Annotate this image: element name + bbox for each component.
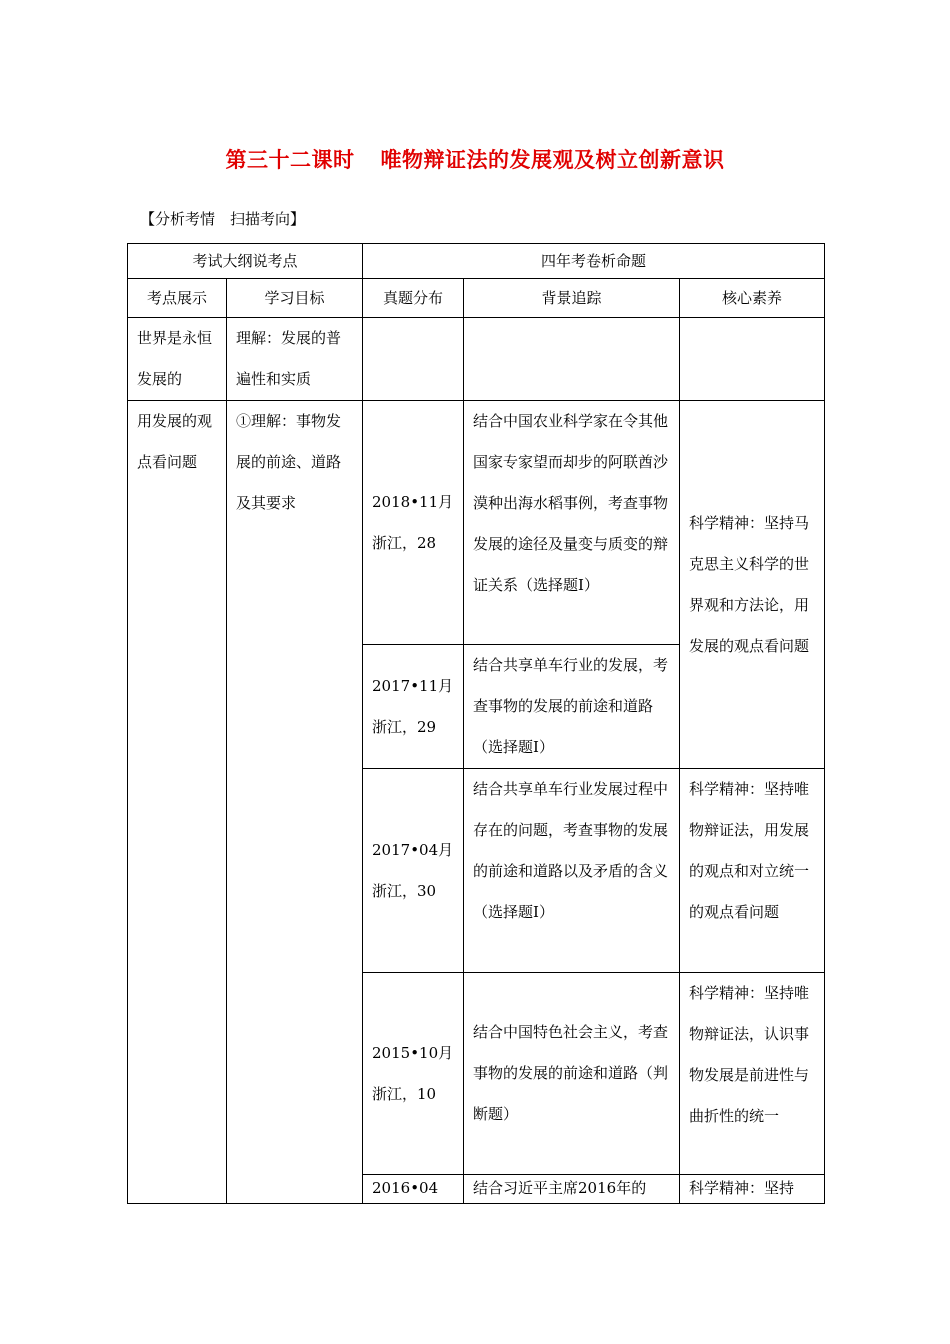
cell-dist: 2016•04	[363, 1175, 464, 1204]
cell-bg: 结合习近平主席2016年的	[464, 1175, 680, 1204]
cell-dist: 2017•04月浙江，30	[363, 769, 464, 973]
table-row	[128, 318, 825, 401]
cell-dist-empty	[363, 318, 464, 401]
column-header-row	[128, 279, 825, 318]
cell-dist: 2015•10月浙江，10	[363, 973, 464, 1175]
cell-goal: ①理解：事物发展的前途、道路及其要求	[227, 401, 363, 1204]
cell-dist: 2018•11月浙江，28	[363, 401, 464, 645]
cell-point: 用发展的观点看问题	[128, 401, 227, 1204]
exam-analysis-table	[127, 243, 825, 1204]
col-header-core: 核心素养	[680, 279, 825, 318]
cell-point: 世界是永恒发展的	[128, 318, 227, 401]
cell-bg: 结合中国农业科学家在令其他国家专家望而却步的阿联酋沙漠种出海水稻事例，考查事物发展的途径及量变与质变的辩证关系（选择题Ⅰ）	[464, 401, 680, 645]
cell-dist: 2017•11月浙江，29	[363, 645, 464, 769]
col-header-dist: 真题分布	[363, 279, 464, 318]
cell-bg: 结合中国特色社会主义，考查事物的发展的前途和道路（判断题）	[464, 973, 680, 1175]
cell-goal: 理解：发展的普遍性和实质	[227, 318, 363, 401]
table-row	[128, 401, 825, 645]
col-header-goal: 学习目标	[227, 279, 363, 318]
group-header-exams: 四年考卷析命题	[363, 244, 825, 279]
cell-core: 科学精神：坚持马克思主义科学的世界观和方法论，用发展的观点看问题	[680, 401, 825, 769]
cell-core: 科学精神：坚持唯物辩证法，用发展的观点和对立统一的观点看问题	[680, 769, 825, 973]
col-header-bg: 背景追踪	[464, 279, 680, 318]
group-header-row	[128, 244, 825, 279]
cell-bg-empty	[464, 318, 680, 401]
cell-bg: 结合共享单车行业的发展，考查事物的发展的前途和道路（选择题Ⅰ）	[464, 645, 680, 769]
cell-core: 科学精神：坚持唯物辩证法，认识事物发展是前进性与曲折性的统一	[680, 973, 825, 1175]
page-title	[0, 144, 950, 174]
group-header-outline: 考试大纲说考点	[128, 244, 363, 279]
section-heading: 【分析考情 扫描考向】	[140, 210, 306, 228]
title-topic: 唯物辩证法的发展观及树立创新意识	[380, 148, 725, 172]
cell-bg: 结合共享单车行业发展过程中存在的问题，考查事物的发展的前途和道路以及矛盾的含义（选择题Ⅰ）	[464, 769, 680, 973]
title-lesson: 第三十二课时	[225, 148, 355, 172]
cell-core-empty	[680, 318, 825, 401]
col-header-point: 考点展示	[128, 279, 227, 318]
cell-core: 科学精神：坚持	[680, 1175, 825, 1204]
